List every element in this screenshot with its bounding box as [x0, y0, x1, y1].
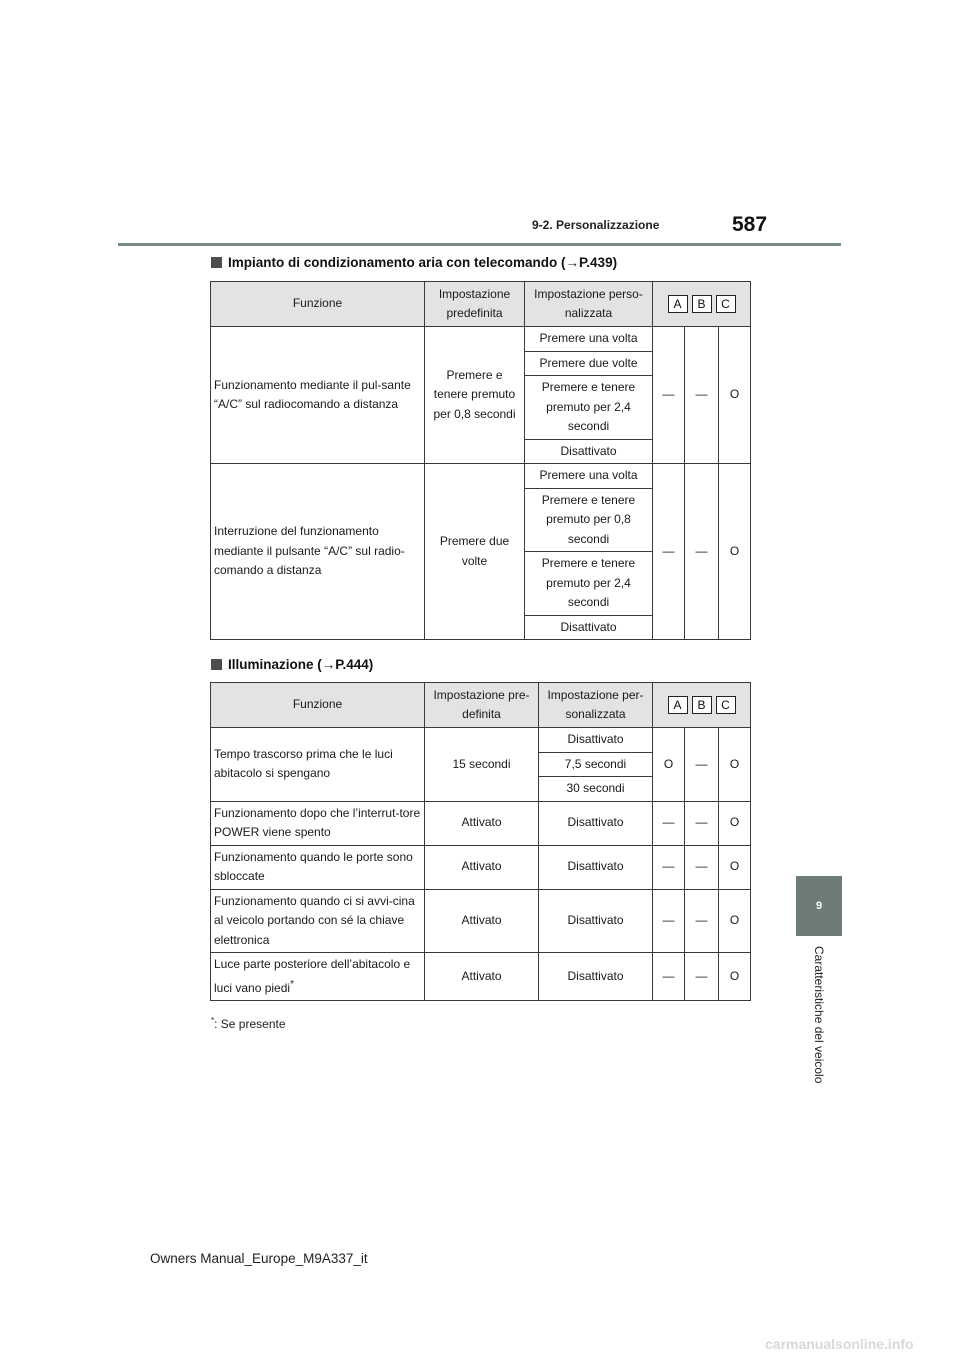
col-header-custom: Impostazione per-sonalizzata — [539, 683, 653, 728]
funzione-cell — [211, 953, 425, 1001]
funzione-cell: Funzionamento mediante il pul-sante “A/C” sul radiocomando a distanza — [211, 327, 425, 464]
mark-c-cell: O — [719, 801, 751, 845]
mark-b-cell: — — [685, 845, 719, 889]
mark-b-cell: — — [685, 889, 719, 953]
section-title: 9-2. Personalizzazione — [532, 218, 660, 232]
option-cell: Disattivato — [525, 615, 653, 640]
watermark: carmanualsonline.info — [765, 1336, 914, 1352]
mark-b-cell: — — [685, 953, 719, 1001]
funzione-cell: Tempo trascorso prima che le luci abitacolo si spengano — [211, 728, 425, 802]
footnote-mark: * — [211, 1016, 215, 1025]
letter-b-box: B — [692, 696, 712, 714]
table-row — [211, 889, 751, 953]
custom-cell: Disattivato — [539, 845, 653, 889]
mark-c-cell: O — [719, 327, 751, 464]
section-heading-climate — [211, 255, 617, 270]
section-heading-lighting — [211, 657, 373, 672]
chapter-label: Caratteristiche del veicolo — [812, 946, 826, 1084]
option-cell: Premere e tenere premuto per 0,8 secondi — [525, 488, 653, 552]
mark-b-cell: — — [685, 327, 719, 464]
default-cell: Attivato — [425, 953, 539, 1001]
option-cell: Premere due volte — [525, 351, 653, 376]
mark-b-cell: — — [685, 464, 719, 640]
footnote-marker: * — [290, 978, 294, 990]
default-cell: Attivato — [425, 845, 539, 889]
custom-cell: Disattivato — [539, 889, 653, 953]
default-cell: 15 secondi — [425, 728, 539, 802]
footnote — [211, 1016, 286, 1031]
col-header-funzione: Funzione — [211, 282, 425, 327]
mark-c-cell: O — [719, 889, 751, 953]
heading-text: Illuminazione (→P.444) — [228, 657, 374, 672]
col-header-abc — [653, 683, 751, 728]
mark-c-cell: O — [719, 728, 751, 802]
letter-a-box: A — [668, 696, 688, 714]
mark-a-cell: — — [653, 464, 685, 640]
mark-a-cell: — — [653, 845, 685, 889]
funzione-cell: Funzionamento quando le porte sono sbloccate — [211, 845, 425, 889]
funzione-cell: Funzionamento quando ci si avvi-cina al veicolo portando con sé la chiave elettronica — [211, 889, 425, 953]
default-cell: Premere due volte — [425, 464, 525, 640]
letter-a-box: A — [668, 295, 688, 313]
funzione-text: Luce parte posteriore dell’abitacolo e luci vano piedi — [214, 957, 411, 995]
table-header-row — [211, 282, 751, 327]
custom-cell: Disattivato — [539, 801, 653, 845]
header-divider — [118, 243, 841, 246]
mark-c-cell: O — [719, 464, 751, 640]
table-row — [211, 327, 751, 352]
option-cell: Premere e tenere premuto per 2,4 secondi — [525, 552, 653, 616]
letter-b-box: B — [692, 295, 712, 313]
col-header-funzione: Funzione — [211, 683, 425, 728]
lighting-settings-table — [210, 682, 751, 1001]
col-header-abc — [653, 282, 751, 327]
mark-b-cell: — — [685, 728, 719, 802]
option-cell: Disattivato — [525, 439, 653, 464]
mark-c-cell: O — [719, 953, 751, 1001]
col-header-default: Impostazione predefinita — [425, 282, 525, 327]
default-cell: Attivato — [425, 801, 539, 845]
mark-a-cell: O — [653, 728, 685, 802]
option-cell: 30 secondi — [539, 777, 653, 802]
option-cell: 7,5 secondi — [539, 752, 653, 777]
letter-c-box: C — [716, 295, 736, 313]
option-cell: Premere e tenere premuto per 2,4 secondi — [525, 376, 653, 440]
table-row — [211, 464, 751, 489]
funzione-cell: Funzionamento dopo che l’interrut-tore POWER viene spento — [211, 801, 425, 845]
table-row — [211, 801, 751, 845]
heading-text: Impianto di condizionamento aria con telecomando (→P.439) — [228, 255, 618, 270]
default-cell: Attivato — [425, 889, 539, 953]
custom-cell: Disattivato — [539, 953, 653, 1001]
square-bullet-icon — [211, 257, 222, 268]
square-bullet-icon — [211, 659, 222, 670]
mark-c-cell: O — [719, 845, 751, 889]
col-header-custom: Impostazione perso-nalizzata — [525, 282, 653, 327]
table-row — [211, 845, 751, 889]
option-cell: Premere una volta — [525, 464, 653, 489]
col-header-default: Impostazione pre-definita — [425, 683, 539, 728]
table-row — [211, 953, 751, 1001]
mark-a-cell: — — [653, 327, 685, 464]
option-cell: Disattivato — [539, 728, 653, 753]
document-footer: Owners Manual_Europe_M9A337_it — [150, 1251, 368, 1266]
climate-settings-table — [210, 281, 751, 640]
table-row — [211, 728, 751, 753]
page-number: 587 — [732, 213, 768, 236]
mark-b-cell: — — [685, 801, 719, 845]
chapter-tab[interactable]: 9 — [796, 876, 842, 936]
table-header-row — [211, 683, 751, 728]
funzione-cell: Interruzione del funzionamento mediante il pulsante “A/C” sul radio-comando a distanza — [211, 464, 425, 640]
mark-a-cell: — — [653, 889, 685, 953]
footnote-text: : Se presente — [214, 1017, 286, 1031]
option-cell: Premere una volta — [525, 327, 653, 352]
letter-c-box: C — [716, 696, 736, 714]
default-cell: Premere e tenere premuto per 0,8 secondi — [425, 327, 525, 464]
mark-a-cell: — — [653, 801, 685, 845]
mark-a-cell: — — [653, 953, 685, 1001]
